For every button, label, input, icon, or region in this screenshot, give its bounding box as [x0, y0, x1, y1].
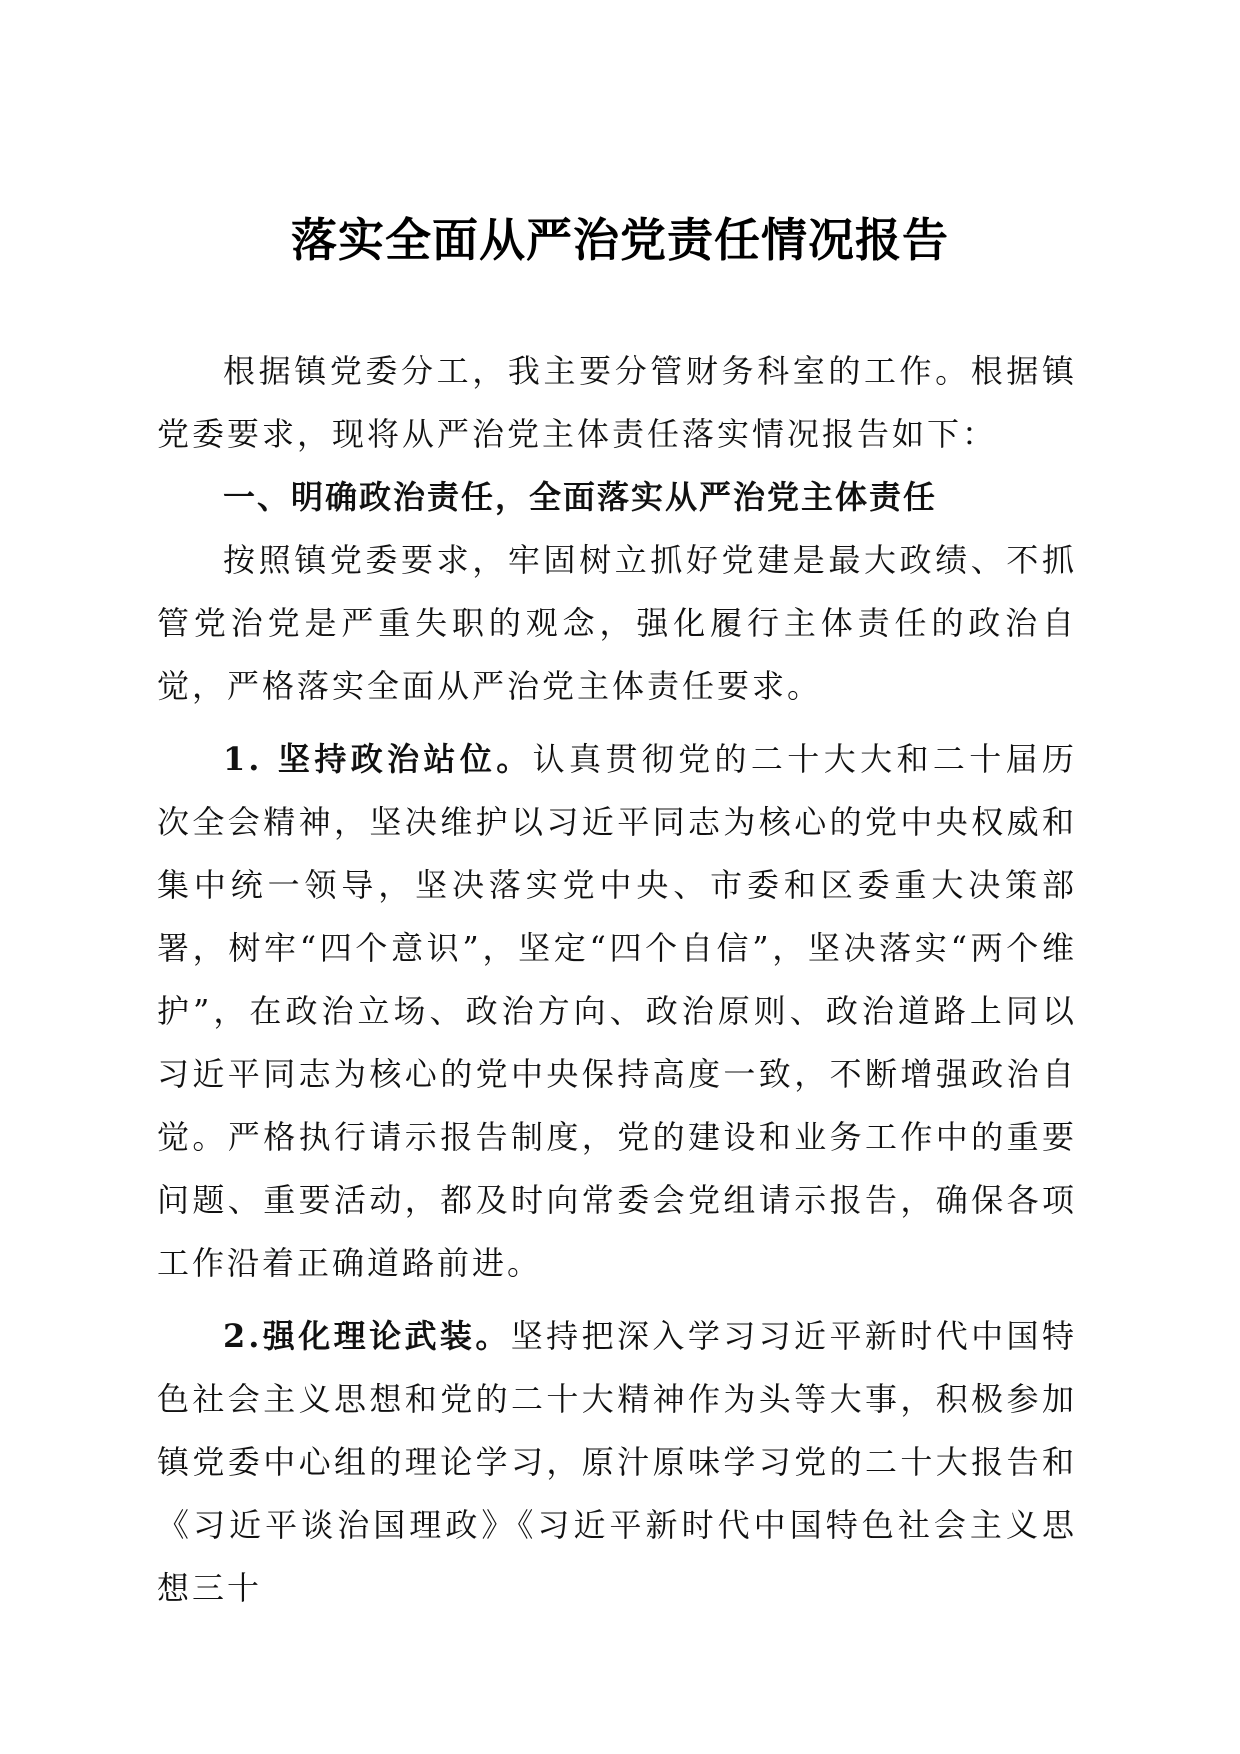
intro-paragraph: 根据镇党委分工，我主要分管财务科室的工作。根据镇党委要求，现将从严治党主体责任落实情况报告如下：: [157, 352, 1077, 453]
item-1-paragraph: [157, 728, 1077, 1295]
document-body: [157, 340, 1077, 1620]
item-2-text: 坚持把深入学习习近平新时代中国特色社会主义思想和党的二十大精神作为头等大事，积极参加镇党委中心组的理论学习，原汁原味学习党的二十大报告和《习近平谈治国理政》《习近平新时代中国特色社会主义思想三十: [157, 1317, 1077, 1607]
item-2-lead: 2.强化理论武装。: [223, 1317, 511, 1355]
item-1-text: 认真贯彻党的二十大大和二十届历次全会精神，坚决维护以习近平同志为核心的党中央权威和集中统一领导，坚决落实党中央、市委和区委重大决策部署，树牢“四个意识”，坚定“四个自信”，坚决落实“两个维护”，在政治立场、政治方向、政治原则、政治道路上同以习近平同志为核心的党中央保持高度一致，不断增强政治自觉。严格执行请示报告制度，党的建设和业务工作中的重要问题、重要活动，都及时向常委会党组请示报告，确保各项工作沿着正确道路前进。: [157, 740, 1077, 1282]
section-paragraph: 按照镇党委要求，牢固树立抓好党建是最大政绩、不抓管党治党是严重失职的观念，强化履行主体责任的政治自觉，严格落实全面从严治党主体责任要求。: [157, 541, 1077, 705]
item-2-paragraph: [157, 1305, 1077, 1620]
item-1-lead: 1. 坚持政治站位。: [223, 740, 533, 778]
section-heading: 一、明确政治责任，全面落实从严治党主体责任: [223, 478, 938, 516]
document-title: 落实全面从严治党责任情况报告: [291, 213, 949, 267]
